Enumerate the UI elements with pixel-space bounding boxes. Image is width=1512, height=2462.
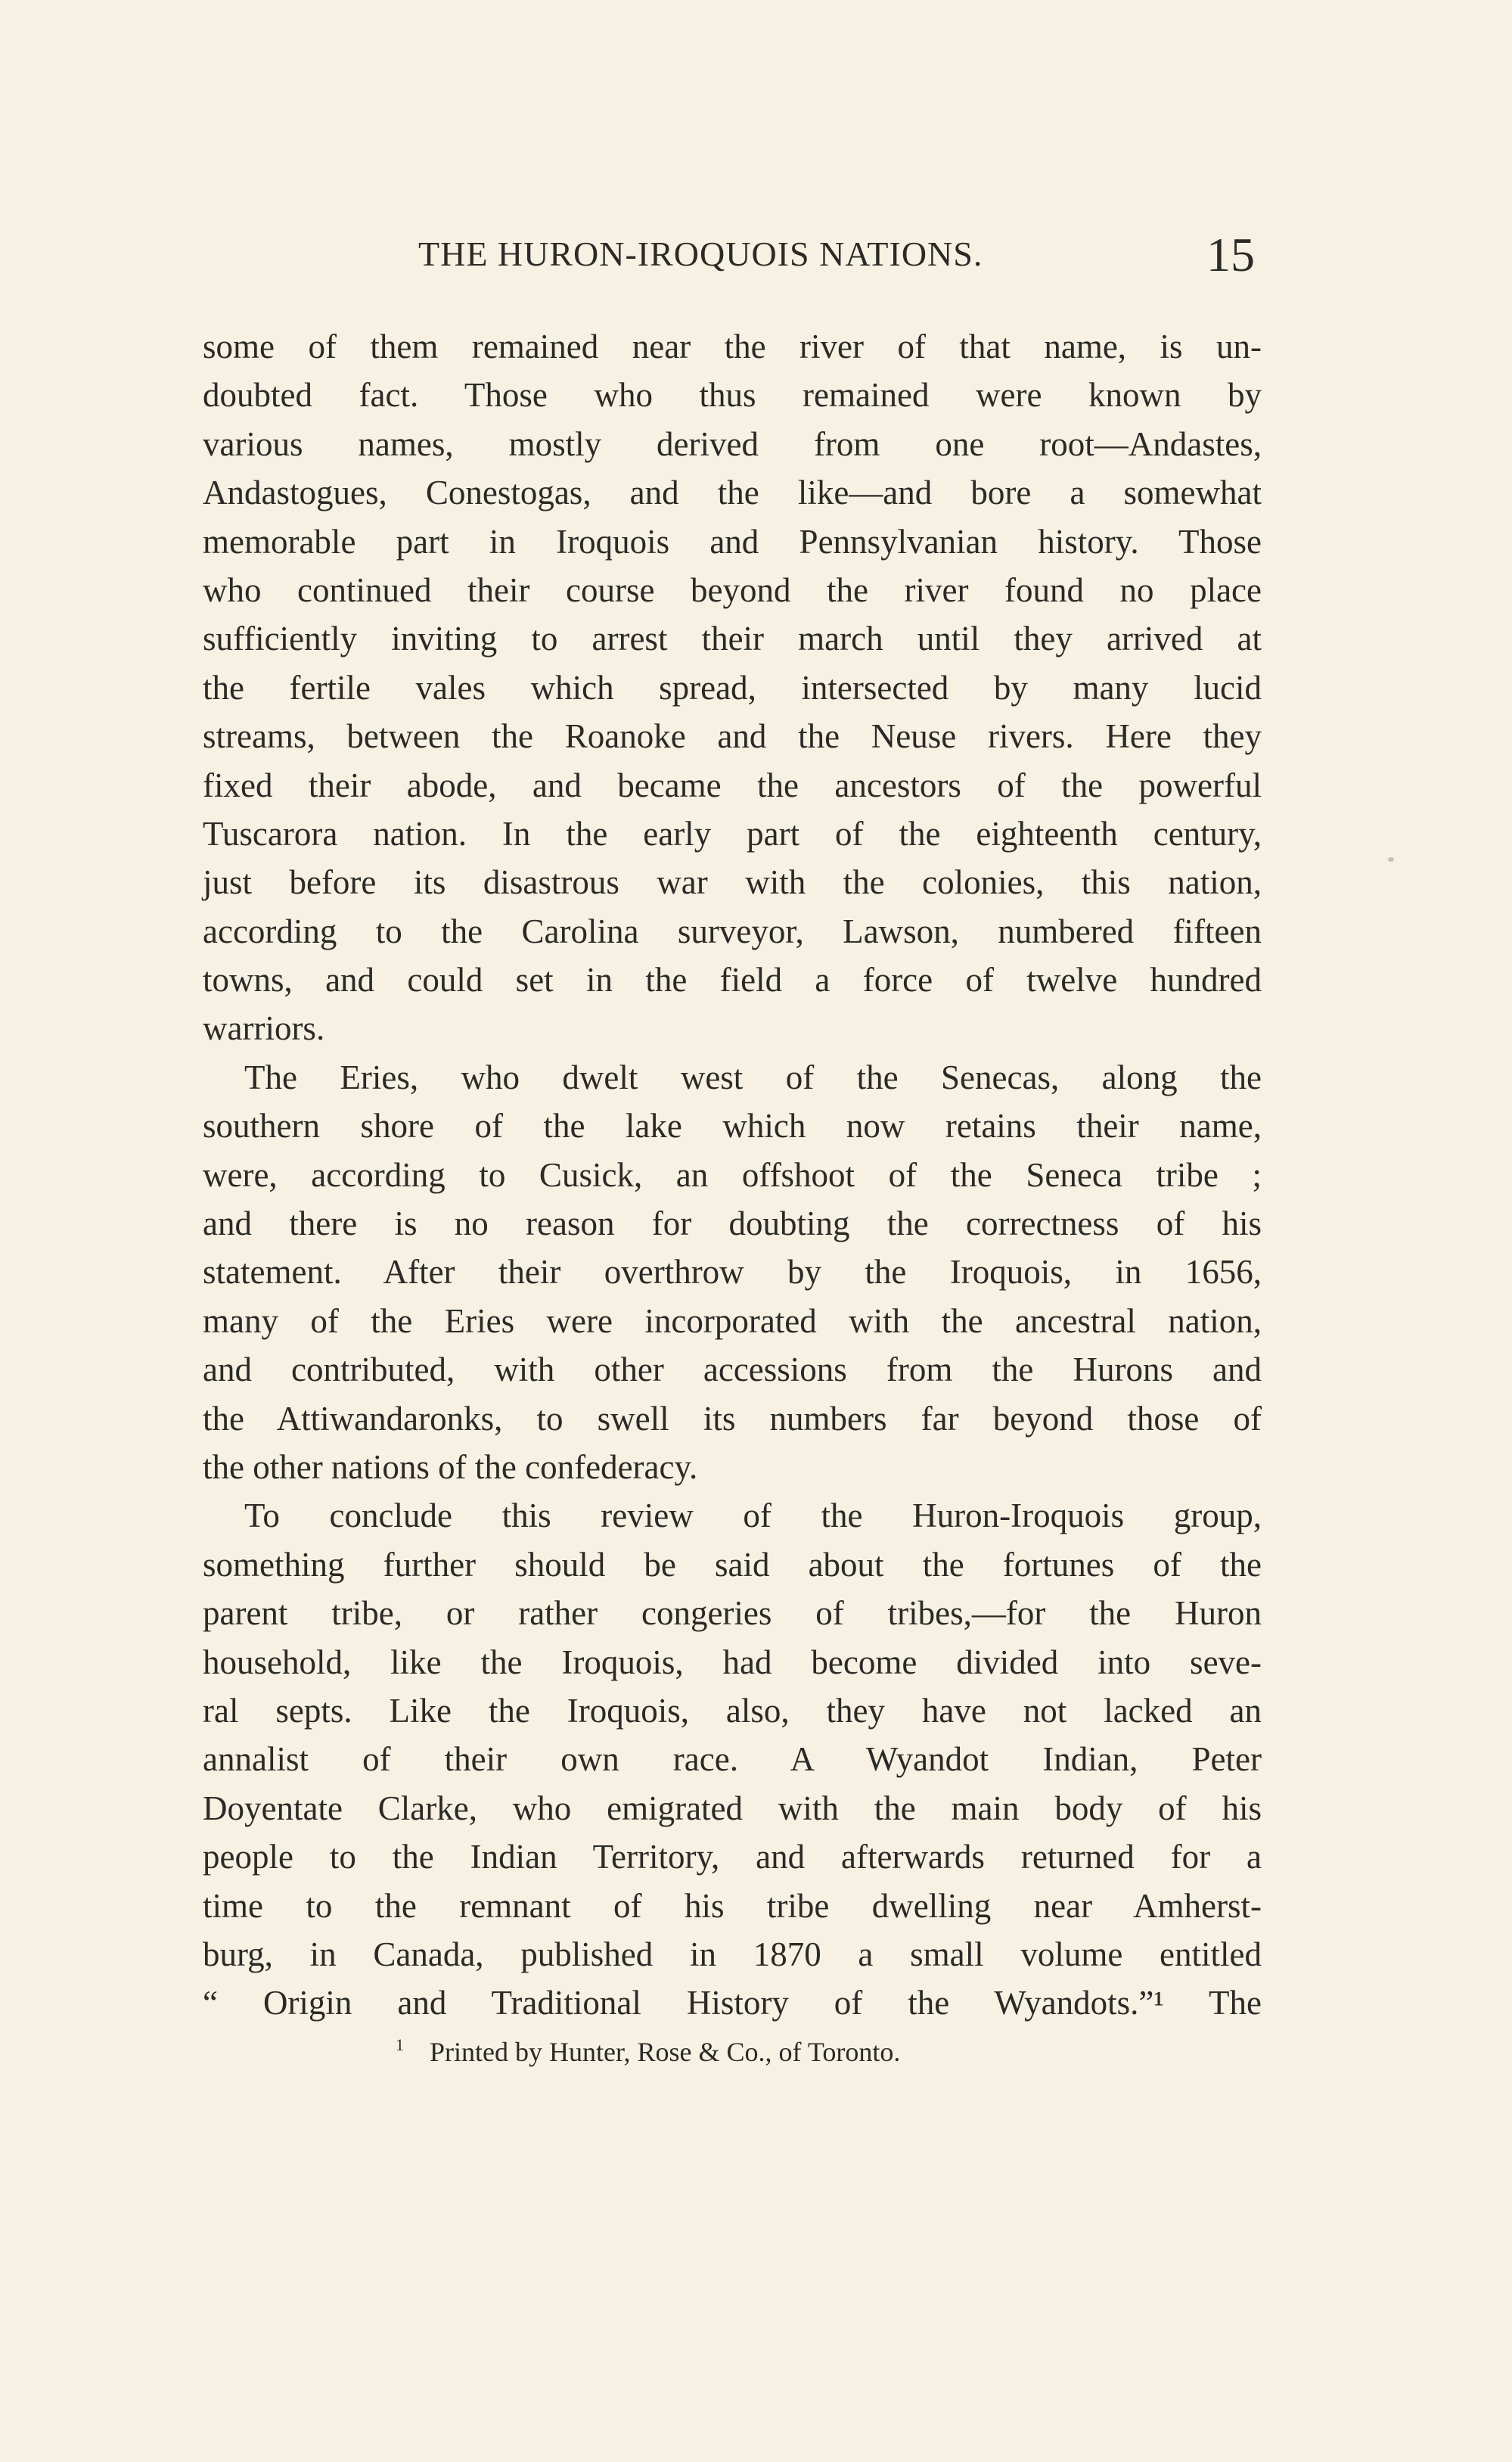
footnote-marker: 1 xyxy=(396,2035,404,2054)
text-line: people to the Indian Territory, and afterwards returned for a xyxy=(203,1838,1262,1876)
text-line: time to the remnant of his tribe dwelling near Amherst- xyxy=(203,1886,1262,1925)
text-line: were, according to Cusick, an offshoot of the Seneca tribe ; xyxy=(203,1155,1262,1194)
text-line: doubted fact. Those who thus remained were known by xyxy=(203,376,1262,415)
page-number: 15 xyxy=(1206,228,1255,281)
text-line: Doyentate Clarke, who emigrated with the main body of his xyxy=(203,1789,1262,1827)
text-line: fixed their abode, and became the ancestors of the powerful xyxy=(203,766,1262,804)
text-line: various names, mostly derived from one root—Andastes, xyxy=(203,424,1262,463)
paragraph-2 xyxy=(203,1053,1262,1492)
text-line: ral septs. Like the Iroquois, also, they have not lacked an xyxy=(203,1691,1262,1730)
text-line: and there is no reason for doubting the correctness of his xyxy=(203,1205,1262,1243)
text-line: many of the Eries were incorporated with the ancestral nation, xyxy=(203,1301,1262,1340)
text-line: household, like the Iroquois, had become divided into seve- xyxy=(203,1643,1262,1681)
text-line: statement. After their overthrow by the Iroquois, in 1656, xyxy=(203,1253,1262,1292)
text-line: southern shore of the lake which now retains their name, xyxy=(203,1107,1262,1146)
text-line: Tuscarora nation. In the early part of the eighteenth century, xyxy=(203,814,1262,853)
text-line: annalist of their own race. A Wyandot Indian, Peter xyxy=(203,1740,1262,1779)
text-line: according to the Carolina surveyor, Lawson, numbered fifteen xyxy=(203,912,1262,950)
paragraph-1 xyxy=(203,322,1262,1053)
footnote-text: Printed by Hunter, Rose & Co., of Toronto. xyxy=(430,2037,901,2067)
text-line: sufficiently inviting to arrest their march until they arrived at xyxy=(203,620,1262,658)
text-line: warriors. xyxy=(203,1009,325,1048)
footnote xyxy=(203,2037,1262,2073)
text-line: the Attiwandaronks, to swell its numbers far beyond those of xyxy=(203,1399,1262,1438)
running-head-title: THE HURON-IROQUOIS NATIONS. xyxy=(418,235,983,273)
text-line: To conclude this review of the Huron-Iroquois group, xyxy=(244,1497,1262,1535)
text-line: “ Origin and Traditional History of the Wyandots.”¹ The xyxy=(203,1984,1262,2022)
text-line: The Eries, who dwelt west of the Senecas, along the xyxy=(244,1058,1262,1096)
text-line: the other nations of the confederacy. xyxy=(203,1447,698,1486)
text-line: burg, in Canada, published in 1870 a small volume entitled xyxy=(203,1935,1262,1973)
text-line: and contributed, with other accessions from the Hurons and xyxy=(203,1351,1262,1389)
text-line: Andastogues, Conestogas, and the like—and bore a somewhat xyxy=(203,474,1262,512)
text-line: just before its disastrous war with the colonies, this nation, xyxy=(203,863,1262,902)
text-line: some of them remained near the river of that name, is un- xyxy=(203,328,1262,365)
text-line: streams, between the Roanoke and the Neuse rivers. Here they xyxy=(203,717,1262,756)
text-line: parent tribe, or rather congeries of tribes,—for the Huron xyxy=(203,1594,1262,1633)
text-line: something further should be said about the fortunes of the xyxy=(203,1545,1262,1584)
text-line: towns, and could set in the field a force of twelve hundred xyxy=(203,961,1262,999)
text-line: memorable part in Iroquois and Pennsylvanian history. Those xyxy=(203,522,1262,561)
paragraph-3 xyxy=(203,1491,1262,2027)
text-line: the fertile vales which spread, intersected by many lucid xyxy=(203,668,1262,707)
running-head xyxy=(203,228,1262,291)
paper-speck xyxy=(1388,857,1394,862)
body-text xyxy=(203,322,1262,2028)
text-line: who continued their course beyond the river found no place xyxy=(203,570,1262,609)
